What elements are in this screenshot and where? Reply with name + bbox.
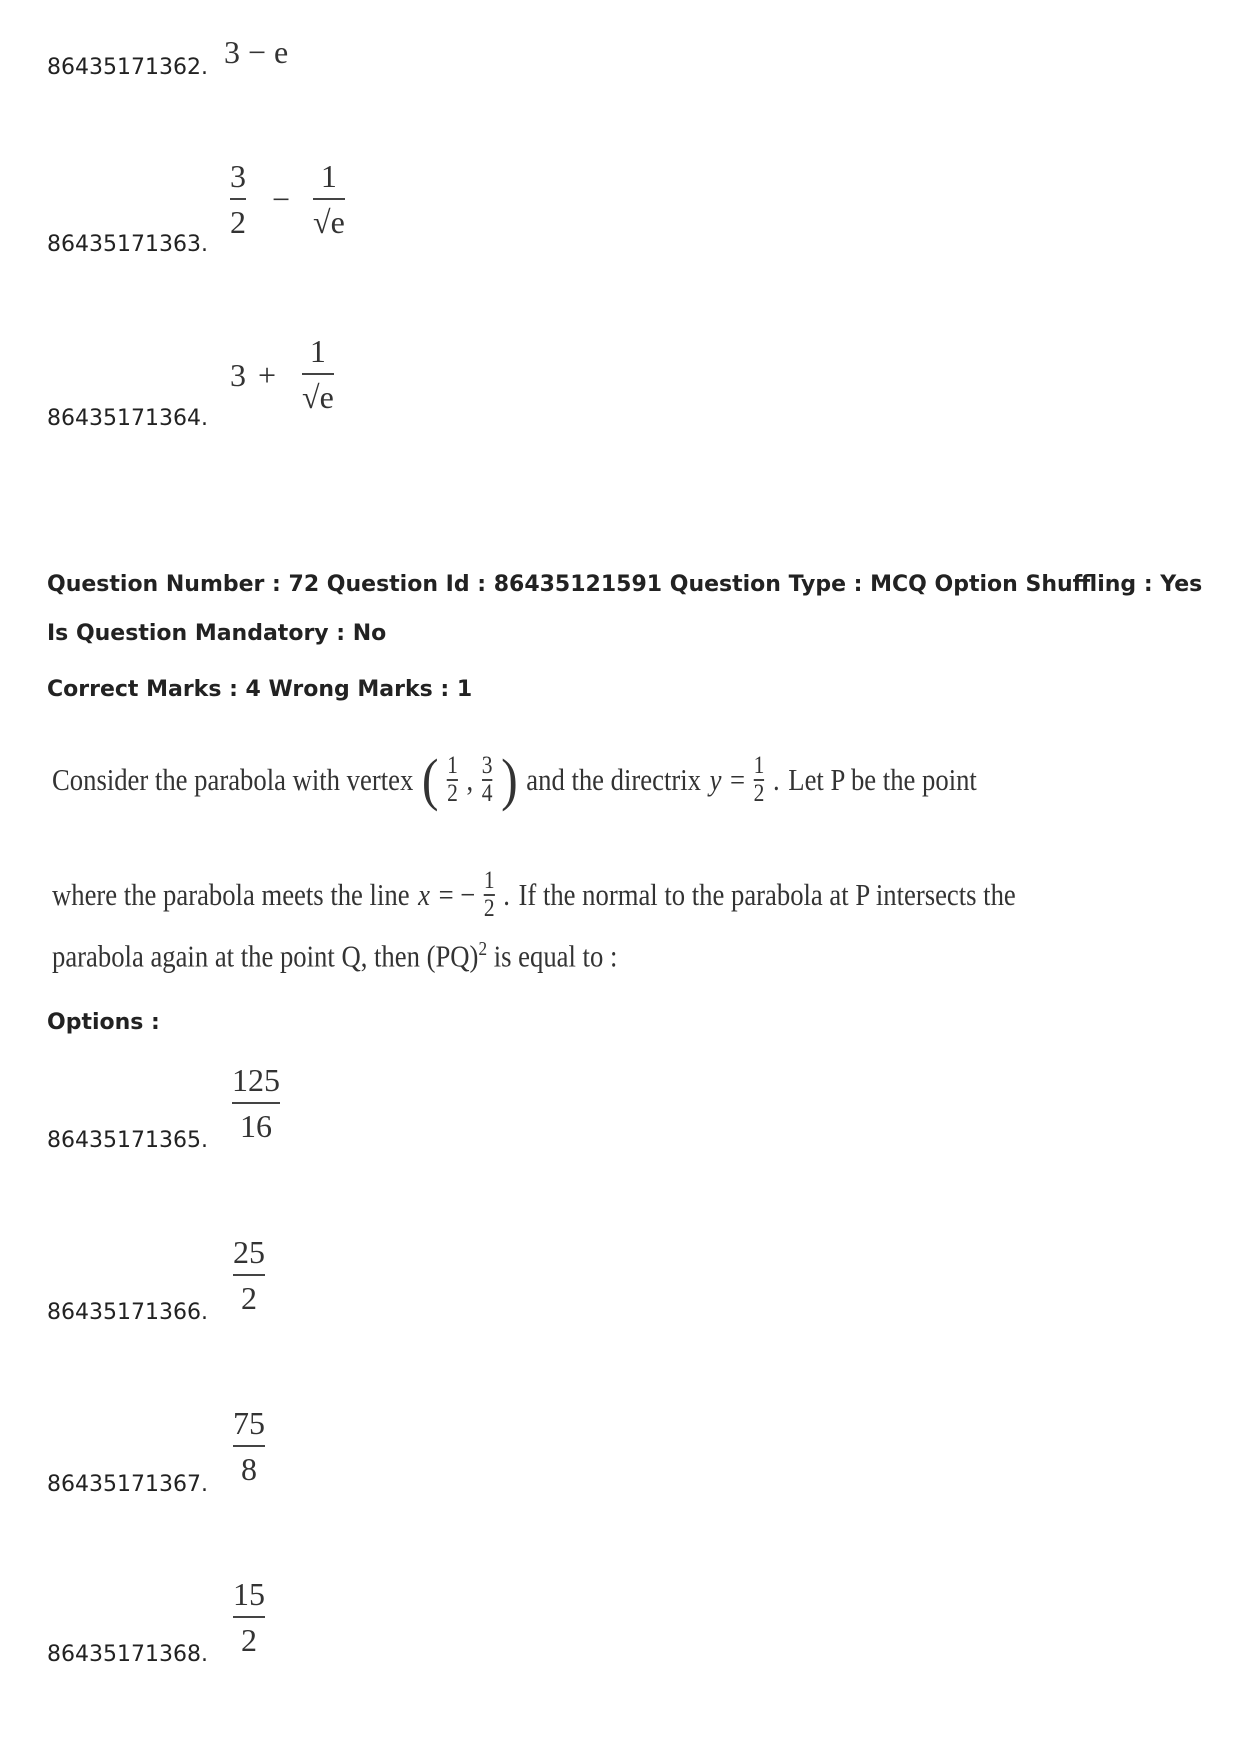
denominator: 4 [481, 779, 493, 807]
numerator: 3 [481, 752, 493, 779]
denominator: 2 [483, 894, 495, 922]
superscript: 2 [478, 938, 488, 960]
denominator: 2 [230, 204, 246, 240]
numerator: 1 [320, 158, 337, 194]
fraction [313, 160, 345, 238]
line-fraction [484, 868, 495, 922]
directrix-fraction [754, 753, 765, 807]
denominator: 2 [753, 779, 765, 807]
option-id: 86435171366. [47, 1300, 208, 1325]
numerator: 75 [233, 1405, 265, 1441]
marks-label: Correct Marks : 4 Wrong Marks : 1 [47, 677, 473, 702]
operator: − [272, 181, 291, 217]
denominator: 16 [240, 1108, 272, 1144]
mandatory-label: Is Question Mandatory : No [47, 621, 387, 646]
denominator: 2 [447, 779, 458, 807]
comma: , [466, 762, 474, 797]
option-expression: 3 − e [224, 34, 289, 70]
numerator: 1 [483, 867, 495, 894]
option-id: 86435171368. [47, 1642, 208, 1667]
numerator: 1 [753, 752, 765, 779]
denominator: √e [313, 204, 345, 240]
variable: y [709, 762, 722, 797]
equals-sign: = − [438, 877, 476, 912]
numerator: 15 [233, 1576, 265, 1612]
fraction-bar [302, 373, 334, 375]
numerator: 1 [309, 333, 326, 369]
operator: + [258, 357, 277, 393]
fraction-bar [233, 1616, 265, 1618]
right-paren: ) [501, 747, 518, 812]
equals-sign: = [730, 762, 746, 797]
question-text: If the normal to the parabola at P intersects the [518, 877, 1016, 912]
variable: x [418, 877, 430, 912]
numerator: 125 [232, 1062, 280, 1098]
numerator: 3 [230, 158, 246, 194]
vertex-x-fraction [447, 753, 458, 807]
option-id: 86435171363. [47, 232, 208, 257]
option-id: 86435171367. [47, 1472, 208, 1497]
operand: 3 [230, 357, 246, 393]
denominator: √e [302, 379, 334, 415]
question-text-line-3 [52, 938, 617, 974]
vertex-y-fraction [482, 753, 493, 807]
period: . [773, 762, 780, 797]
question-text: Let P be the point [788, 762, 977, 797]
question-text-line-1 [52, 740, 977, 820]
denominator: 2 [241, 1280, 257, 1316]
options-label: Options : [47, 1010, 160, 1035]
question-text: and the directrix [526, 762, 701, 797]
fraction-bar [232, 1102, 280, 1104]
option-fraction [232, 1064, 280, 1142]
period: . [503, 877, 510, 912]
option-id: 86435171364. [47, 406, 208, 431]
question-text: where the parabola meets the line [52, 877, 410, 912]
option-fraction [233, 1407, 265, 1485]
question-header: Question Number : 72 Question Id : 86435121591 Question Type : MCQ Option Shuffling : Yes [47, 572, 1203, 597]
question-text-line-2 [52, 855, 1016, 935]
option-id: 86435171365. [47, 1128, 208, 1153]
fraction [230, 160, 246, 238]
question-text: is equal to : [493, 938, 618, 974]
denominator: 8 [241, 1451, 257, 1487]
numerator: 25 [233, 1234, 265, 1270]
fraction [302, 335, 334, 413]
question-text: Consider the parabola with vertex [52, 762, 414, 797]
option-fraction [233, 1236, 265, 1314]
option-id: 86435171362. [47, 55, 208, 80]
question-text: parabola again at the point Q, then (PQ) [52, 938, 479, 974]
fraction-bar [313, 198, 345, 200]
option-fraction [233, 1578, 265, 1656]
left-paren: ( [421, 747, 439, 812]
fraction-bar [233, 1274, 265, 1276]
denominator: 2 [241, 1622, 257, 1658]
fraction-bar [230, 198, 246, 200]
numerator: 1 [447, 752, 458, 779]
fraction-bar [233, 1445, 265, 1447]
